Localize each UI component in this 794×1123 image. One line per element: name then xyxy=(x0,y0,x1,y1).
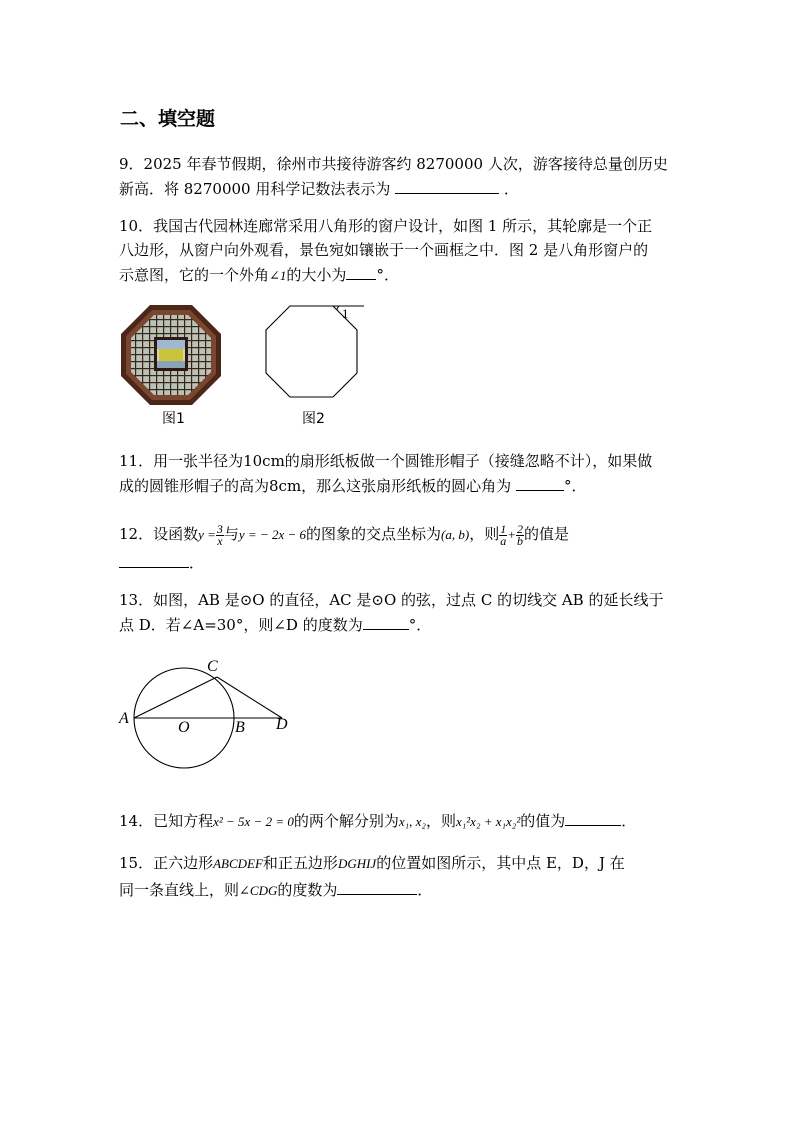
q10-answer-blank[interactable] xyxy=(346,264,376,280)
q12-line1 xyxy=(119,522,569,547)
q13-answer-blank[interactable] xyxy=(363,614,409,630)
q15-text-e: 的度数为 xyxy=(277,881,338,899)
q12-e1-num: 1 xyxy=(500,521,507,536)
octagon-diagram xyxy=(260,300,366,406)
q11-end: °． xyxy=(563,477,587,495)
q13-end: °． xyxy=(408,616,432,634)
q14-expression: x₁²x₂ + x₁x₂² xyxy=(455,814,521,829)
q15-pentagon: DGHIJ xyxy=(337,856,377,871)
fig2-caption: 图2 xyxy=(302,411,325,427)
q12-line2 xyxy=(119,552,204,573)
q11-line2 xyxy=(119,475,586,496)
q12-end: ． xyxy=(189,554,205,572)
q12-answer-blank[interactable] xyxy=(119,552,189,568)
q9-line2 xyxy=(119,178,519,199)
q12-text2: 的图象的交点坐标为 xyxy=(306,525,442,543)
q11-answer-blank[interactable] xyxy=(516,475,564,491)
q12-e2-frac xyxy=(516,521,524,548)
q13-text: 点 D．若∠A=30°，则∠D 的度数为 xyxy=(119,616,363,634)
q12-e2-den: b xyxy=(517,533,523,548)
q14-equation: x² − 5x − 2 = 0 xyxy=(213,814,294,829)
q15-end: ． xyxy=(417,881,433,899)
q14-roots: x₁, x₂ xyxy=(398,814,426,829)
q12-text4: 的值是 xyxy=(524,525,570,543)
section-title: 二、填空题 xyxy=(120,108,216,130)
q10-line1: 10．我国古代园林连廊常采用八角形的窗户设计，如图 1 所示，其轮廓是一个正 xyxy=(119,217,653,235)
q9-end: ． xyxy=(503,180,519,198)
q15-text-d: 同一条直线上，则 xyxy=(119,881,240,899)
q10-line2: 八边形，从窗户向外观看，景色宛如镶嵌于一个画框之中．图 2 是八角形窗户的 xyxy=(119,241,649,259)
q9-text: 新高．将 8270000 用科学记数法表示为 xyxy=(119,180,391,198)
angle-1-label: 1 xyxy=(342,306,349,321)
q14-mid: 的两个解分别为 xyxy=(293,812,399,830)
q12-mid: 与 xyxy=(223,525,239,543)
point-a-label: A xyxy=(119,710,129,727)
q9-line1: 9．2025 年春节假期，徐州市共接待游客约 8270000 人次，游客接待总量创历史 xyxy=(119,155,668,173)
window-photo-figure xyxy=(121,305,221,405)
q10-line3 xyxy=(119,264,399,286)
q15-angle: ∠CDG xyxy=(239,883,278,898)
point-c-label: C xyxy=(207,658,218,675)
point-o-label: O xyxy=(178,719,190,736)
q9-answer-blank[interactable] xyxy=(395,178,499,194)
q12-f1-lhs: y = xyxy=(198,527,216,542)
q13-line2 xyxy=(119,614,431,635)
q12-f1-frac xyxy=(216,521,224,548)
q15-answer-blank[interactable] xyxy=(337,879,417,895)
circle-tangent-diagram xyxy=(118,660,298,780)
q13-line1: 13．如图，AB 是⊙O 的直径，AC 是⊙O 的弦，过点 C 的切线交 AB 的延长线于 xyxy=(119,591,664,609)
q15-hexagon: ABCDEF xyxy=(213,856,263,871)
q15-text-b: 和正五边形 xyxy=(262,854,338,872)
q15-line2 xyxy=(119,879,432,901)
q12-e2-num: 2 xyxy=(517,521,523,536)
q11-line1: 11．用一张半径为10cm的扇形纸板做一个圆锥形帽子（接缝忽略不计），如果做 xyxy=(119,452,653,470)
q10-angle: ∠1 xyxy=(269,268,287,283)
q12-e1-den: a xyxy=(500,533,507,548)
point-d-label: D xyxy=(276,716,288,733)
q10-text-a: 示意图，它的一个外角 xyxy=(119,266,270,284)
q15-text-c: 的位置如图所示，其中点 E，D，J 在 xyxy=(376,854,625,872)
q14-text2: ，则 xyxy=(425,812,456,830)
q14-prefix: 14．已知方程 xyxy=(119,812,214,830)
q12-text3: ，则 xyxy=(469,525,500,543)
q10-text-b: 的大小为 xyxy=(286,266,347,284)
q12-point: (a, b) xyxy=(441,527,470,542)
q12-f1-den: x xyxy=(217,533,223,548)
q14-text3: 的值为 xyxy=(520,812,566,830)
q10-text-c: °． xyxy=(376,266,399,284)
q12-f1-num: 3 xyxy=(216,521,223,536)
q12-f2: y = − 2x − 6 xyxy=(238,527,307,542)
q15-text-a: 15．正六边形 xyxy=(119,854,214,872)
q12-prefix: 12．设函数 xyxy=(119,525,199,543)
q14-answer-blank[interactable] xyxy=(565,810,621,826)
q11-text: 成的圆锥形帽子的高为8cm，那么这张扇形纸板的圆心角为 xyxy=(119,477,512,495)
fig1-caption: 图1 xyxy=(162,411,185,427)
q14-line xyxy=(119,810,636,832)
q14-end: ． xyxy=(621,812,637,830)
q12-plus: + xyxy=(507,527,516,542)
point-b-label: B xyxy=(235,719,245,736)
q15-line1 xyxy=(119,853,625,874)
